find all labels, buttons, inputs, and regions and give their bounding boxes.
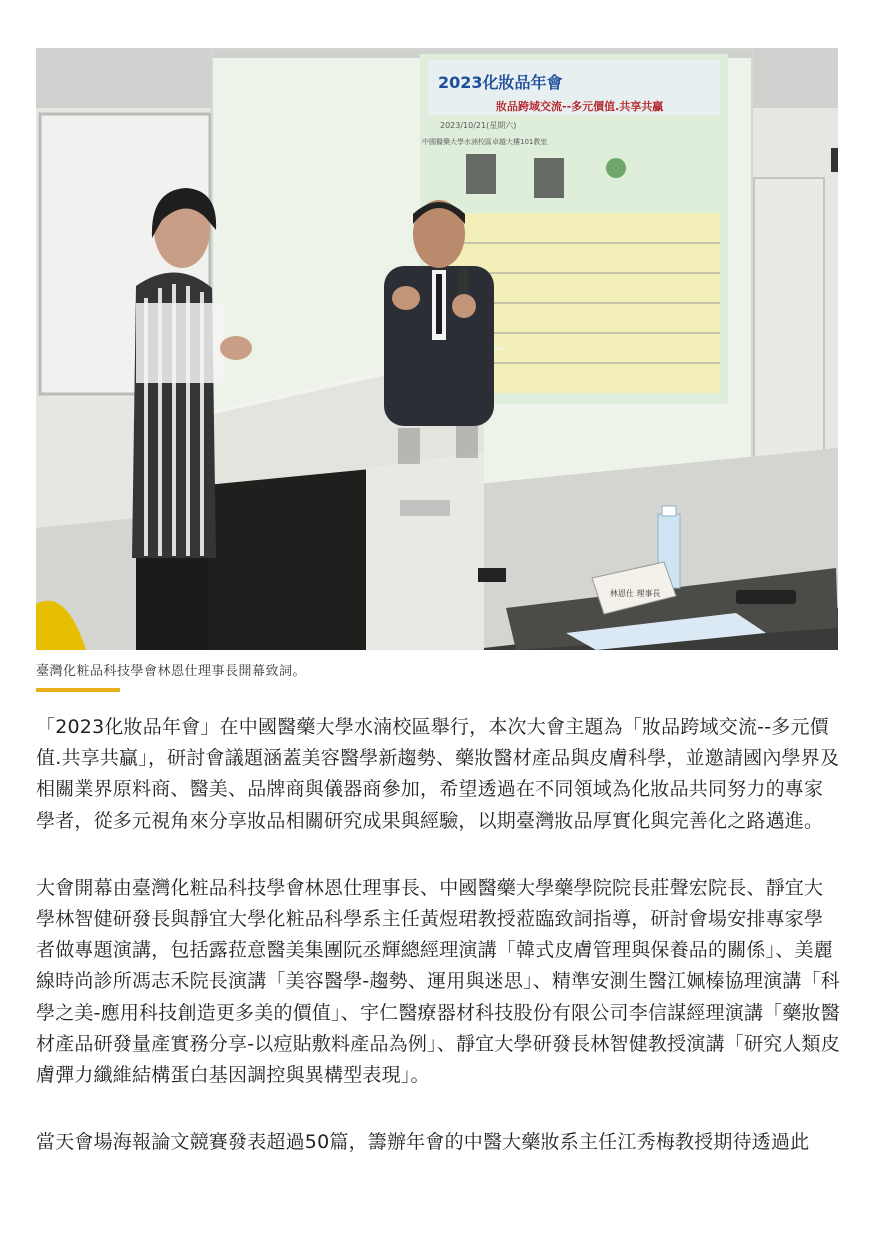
- article-body: [36, 712, 842, 1194]
- slide-subtitle: 妝品跨域交流--多元價值.共享共贏: [496, 100, 664, 113]
- phone: [736, 590, 796, 604]
- slide-title: 2023化妝品年會: [438, 73, 563, 92]
- article-paragraph: 「2023化妝品年會」在中國醫藥大學水湳校區舉行，本次大會主題為「妝品跨域交流--多元價值.共享共贏」，研討會議題涵蓋美容醫學新趨勢、藥妝醫材產品與皮膚科學，並邀請國內學界及相關業界原料商、醫美、品牌商與儀器商參加，希望透過在不同領域為化妝品共同努力的專家學者，從多元視角來分享妝品相關研究成果與經驗，以期臺灣妝品厚實化與完善化之路邁進。: [36, 716, 840, 832]
- qr-code-left: [466, 154, 496, 194]
- event-photo: [36, 48, 838, 650]
- microphone: [458, 268, 468, 298]
- nameplate-text: 林恩仕 理事長: [610, 589, 661, 598]
- event-photo-illustration: [36, 48, 838, 650]
- university-logo: [606, 158, 626, 178]
- slide-date: 2023/10/21(星期六): [440, 121, 517, 130]
- qr-code-right: [534, 158, 564, 198]
- caption-accent-rule: [36, 688, 120, 692]
- slide-venue: 中國醫藥大學水湳校區卓越大樓101教室: [422, 138, 548, 146]
- photo-caption: 臺灣化粧品科技學會林恩仕理事長開幕致詞。: [36, 664, 307, 679]
- article-paragraph: 大會開幕由臺灣化粧品科技學會林恩仕理事長、中國醫藥大學藥學院院長莊聲宏院長、靜宜大學林智健研發長與靜宜大學化粧品科學系主任黃煜珺教授蒞臨致詞指導，研討會場安排專家學者做專題演講，包括露菈意醫美集團阮丞輝總經理演講「韓式皮膚管理與保養品的關係」、美麗線時尚診所馮志禾院長演講「美容醫學-趨勢、運用與迷思」、精準安測生醫江姵榛協理演講「科學之美-應用科技創造更多美的價值」、宇仁醫療器材科技股份有限公司李信謀經理演講「藥妝醫材產品研發量產實務分享-以痘貼敷料產品為例」、靜宜大學研發長林智健教授演講「研究人類皮膚彈力纖維結構蛋白基因調控與異構型表現」。: [36, 876, 840, 1087]
- article-paragraph: 當天會場海報論文競賽發表超過50篇，籌辦年會的中醫大藥妝系主任江秀梅教授期待透過此: [36, 1131, 810, 1154]
